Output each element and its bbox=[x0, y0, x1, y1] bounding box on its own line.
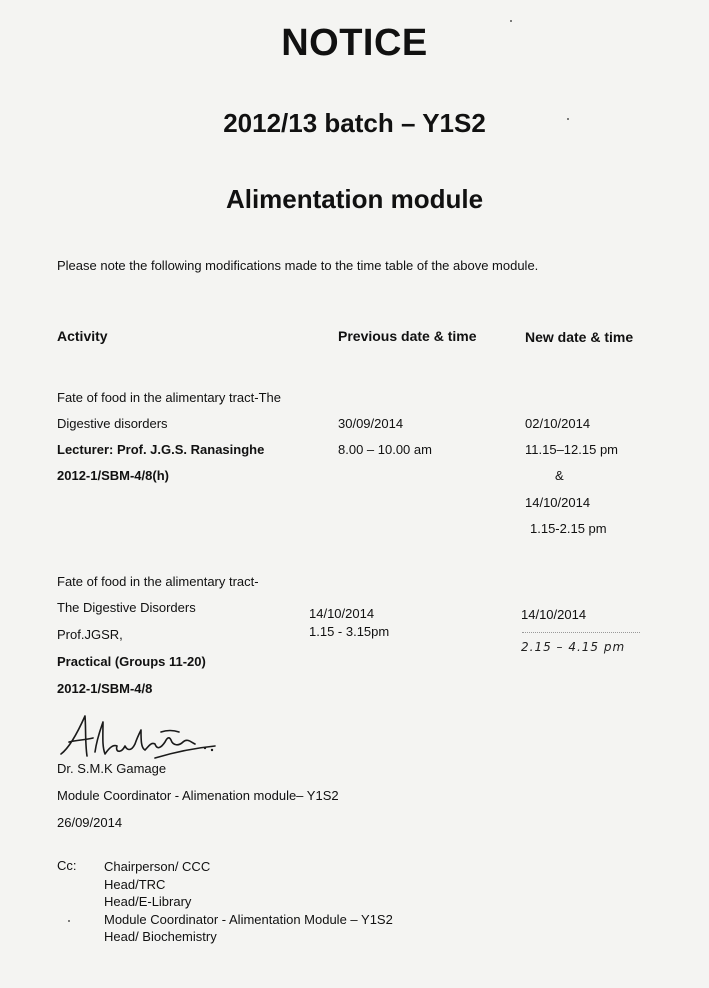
header-new: New date & time bbox=[525, 329, 634, 345]
signatory-name: Dr. S.M.K Gamage bbox=[57, 761, 167, 776]
previous-time: 8.00 – 10.00 am bbox=[338, 442, 432, 457]
intro-text: Please note the following modifications made to the time table of the above module. bbox=[57, 258, 539, 273]
previous-time: 1.15 - 3.15pm bbox=[309, 624, 390, 639]
scan-speck bbox=[567, 118, 569, 120]
scan-speck bbox=[68, 920, 70, 922]
cc-label: Cc: bbox=[57, 858, 77, 873]
activity-line: Fate of food in the alimentary tract- bbox=[57, 574, 259, 589]
dotted-line bbox=[522, 632, 640, 633]
handwritten-new-time: 2.15 – 4.15 pm bbox=[521, 640, 626, 654]
header-activity: Activity bbox=[57, 328, 108, 344]
cc-recipient: Head/E-Library bbox=[104, 894, 192, 909]
cc-recipient: Head/TRC bbox=[104, 876, 166, 892]
previous-date: 14/10/2014 bbox=[309, 606, 375, 621]
lecturer: Prof.JGSR, bbox=[57, 627, 123, 642]
signature-icon bbox=[55, 708, 225, 764]
signatory-role: Module Coordinator - Alimenation module– Y1S2 bbox=[57, 788, 339, 803]
activity-line: Fate of food in the alimentary tract-The bbox=[57, 390, 281, 405]
notice-date: 26/09/2014 bbox=[57, 815, 123, 830]
batch-heading: 2012/13 batch – Y1S2 bbox=[223, 108, 486, 138]
practical-groups: Practical (Groups 11-20) bbox=[57, 654, 206, 669]
ampersand: & bbox=[555, 468, 564, 483]
new-time: 11.15–12.15 pm bbox=[525, 442, 618, 457]
scan-speck bbox=[510, 20, 512, 22]
cc-recipient: Module Coordinator - Alimentation Module – Y1S2 bbox=[104, 911, 393, 927]
module-heading: Alimentation module bbox=[225, 184, 484, 214]
session-code: 2012-1/SBM-4/8 bbox=[57, 681, 153, 696]
header-previous: Previous date & time bbox=[338, 328, 477, 344]
cc-recipient: Chairperson/ CCC bbox=[104, 859, 211, 874]
activity-line: Digestive disorders bbox=[57, 416, 168, 431]
cc-recipient-list bbox=[104, 858, 393, 946]
new-date: 14/10/2014 bbox=[521, 607, 587, 622]
new-time: 1.15-2.15 pm bbox=[530, 521, 607, 536]
new-date: 02/10/2014 bbox=[525, 416, 591, 431]
session-code: 2012-1/SBM-4/8(h) bbox=[57, 468, 169, 483]
notice-title: NOTICE bbox=[281, 22, 428, 64]
activity-line: The Digestive Disorders bbox=[57, 600, 196, 615]
new-date: 14/10/2014 bbox=[525, 495, 591, 510]
lecturer: Lecturer: Prof. J.G.S. Ranasinghe bbox=[57, 442, 265, 457]
cc-recipient: Head/ Biochemistry bbox=[104, 929, 217, 944]
previous-date: 30/09/2014 bbox=[338, 416, 404, 431]
